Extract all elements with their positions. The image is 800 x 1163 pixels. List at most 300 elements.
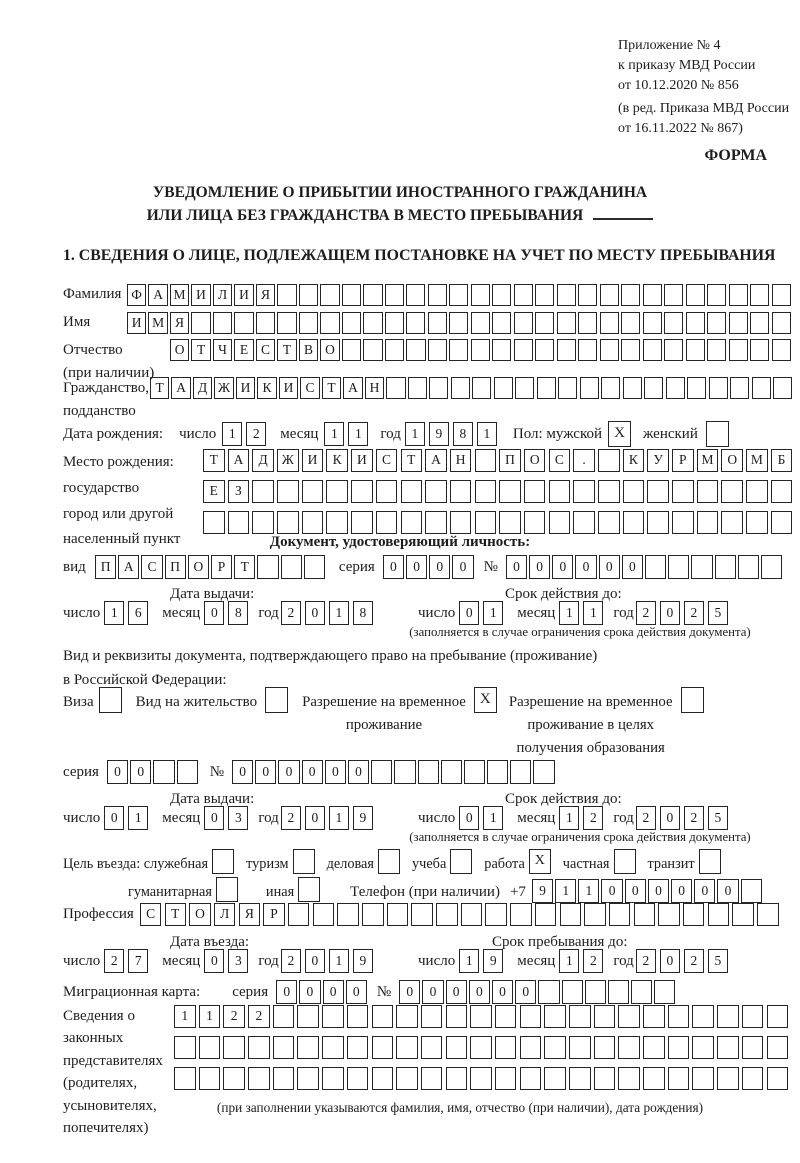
form-cell[interactable]: [614, 849, 636, 874]
form-cell[interactable]: [213, 312, 232, 334]
form-cell[interactable]: [569, 1067, 591, 1090]
form-cell[interactable]: [174, 1067, 196, 1090]
form-cell[interactable]: [645, 555, 666, 579]
form-cell[interactable]: [594, 1005, 616, 1028]
form-cell[interactable]: [772, 339, 791, 361]
form-cell[interactable]: [495, 1036, 517, 1059]
form-cell[interactable]: [297, 1005, 319, 1028]
form-cell[interactable]: [347, 1067, 369, 1090]
form-cell[interactable]: X: [529, 849, 551, 874]
form-cell[interactable]: [376, 480, 398, 503]
form-cell[interactable]: 5: [708, 949, 728, 973]
form-cell[interactable]: [600, 312, 619, 334]
form-cell[interactable]: [396, 1067, 418, 1090]
form-cell[interactable]: [691, 555, 712, 579]
form-cell[interactable]: [717, 1036, 739, 1059]
form-cell[interactable]: Р: [263, 903, 285, 926]
form-cell[interactable]: [428, 312, 447, 334]
form-cell[interactable]: [363, 312, 382, 334]
form-cell[interactable]: [520, 1036, 542, 1059]
form-cell[interactable]: [618, 1005, 640, 1028]
form-cell[interactable]: Т: [401, 449, 423, 472]
form-cell[interactable]: Ж: [214, 377, 233, 399]
form-cell[interactable]: Е: [203, 480, 225, 503]
form-cell[interactable]: [623, 480, 645, 503]
form-cell[interactable]: [212, 849, 234, 874]
form-cell[interactable]: [767, 1005, 789, 1028]
form-cell[interactable]: [494, 377, 513, 399]
form-cell[interactable]: В: [299, 339, 318, 361]
form-cell[interactable]: [385, 312, 404, 334]
form-cell[interactable]: 1: [559, 806, 579, 830]
form-cell[interactable]: [495, 1005, 517, 1028]
form-cell[interactable]: 1: [477, 422, 497, 446]
form-cell[interactable]: 2: [281, 949, 301, 973]
form-cell[interactable]: [451, 377, 470, 399]
form-cell[interactable]: 0: [452, 555, 473, 579]
form-cell[interactable]: 1: [555, 879, 576, 903]
form-cell[interactable]: 2: [223, 1005, 245, 1028]
form-cell[interactable]: [524, 511, 546, 534]
form-cell[interactable]: А: [148, 284, 167, 306]
form-cell[interactable]: [450, 480, 472, 503]
form-cell[interactable]: 1: [483, 806, 503, 830]
form-cell[interactable]: [277, 284, 296, 306]
form-cell[interactable]: 0: [305, 806, 325, 830]
form-cell[interactable]: 1: [329, 806, 349, 830]
form-cell[interactable]: 0: [625, 879, 646, 903]
form-cell[interactable]: [514, 339, 533, 361]
form-cell[interactable]: [578, 312, 597, 334]
form-cell[interactable]: Е: [234, 339, 253, 361]
form-cell[interactable]: [569, 1036, 591, 1059]
form-cell[interactable]: 1: [329, 601, 349, 625]
form-cell[interactable]: 1: [583, 601, 603, 625]
form-cell[interactable]: [273, 1005, 295, 1028]
form-cell[interactable]: 8: [353, 601, 373, 625]
form-cell[interactable]: М: [148, 312, 167, 334]
form-cell[interactable]: Т: [165, 903, 187, 926]
form-cell[interactable]: [692, 1067, 714, 1090]
form-cell[interactable]: .: [573, 449, 595, 472]
form-cell[interactable]: 0: [506, 555, 527, 579]
form-cell[interactable]: [470, 1036, 492, 1059]
form-cell[interactable]: [560, 903, 582, 926]
form-cell[interactable]: 5: [708, 601, 728, 625]
form-cell[interactable]: 0: [429, 555, 450, 579]
form-cell[interactable]: [446, 1005, 468, 1028]
form-cell[interactable]: [425, 480, 447, 503]
form-cell[interactable]: [771, 511, 793, 534]
form-cell[interactable]: [520, 1067, 542, 1090]
form-cell[interactable]: 0: [492, 980, 513, 1004]
form-cell[interactable]: [273, 1067, 295, 1090]
form-cell[interactable]: 0: [104, 806, 124, 830]
form-cell[interactable]: Д: [193, 377, 212, 399]
form-cell[interactable]: [450, 511, 472, 534]
form-cell[interactable]: [767, 1036, 789, 1059]
form-cell[interactable]: [351, 511, 373, 534]
form-cell[interactable]: [618, 1067, 640, 1090]
form-cell[interactable]: 0: [671, 879, 692, 903]
form-cell[interactable]: [771, 480, 793, 503]
form-cell[interactable]: 0: [107, 760, 128, 784]
form-cell[interactable]: 2: [684, 806, 704, 830]
form-cell[interactable]: [557, 339, 576, 361]
form-cell[interactable]: Ч: [213, 339, 232, 361]
form-cell[interactable]: [326, 480, 348, 503]
form-cell[interactable]: А: [343, 377, 362, 399]
form-cell[interactable]: [492, 312, 511, 334]
form-cell[interactable]: [223, 1036, 245, 1059]
form-cell[interactable]: [342, 284, 361, 306]
form-cell[interactable]: [686, 312, 705, 334]
form-cell[interactable]: [643, 1067, 665, 1090]
form-cell[interactable]: [499, 480, 521, 503]
form-cell[interactable]: Ф: [127, 284, 146, 306]
form-cell[interactable]: [623, 377, 642, 399]
form-cell[interactable]: [533, 760, 554, 784]
form-cell[interactable]: М: [746, 449, 768, 472]
form-cell[interactable]: Т: [150, 377, 169, 399]
form-cell[interactable]: [681, 687, 704, 713]
form-cell[interactable]: [738, 555, 759, 579]
form-cell[interactable]: [600, 339, 619, 361]
form-cell[interactable]: [761, 555, 782, 579]
form-cell[interactable]: [252, 480, 274, 503]
form-cell[interactable]: [449, 339, 468, 361]
form-cell[interactable]: Т: [277, 339, 296, 361]
form-cell[interactable]: [337, 903, 359, 926]
form-cell[interactable]: 9: [353, 806, 373, 830]
form-cell[interactable]: О: [189, 903, 211, 926]
form-cell[interactable]: [772, 284, 791, 306]
form-cell[interactable]: [177, 760, 198, 784]
form-cell[interactable]: Н: [450, 449, 472, 472]
form-cell[interactable]: [594, 1067, 616, 1090]
form-cell[interactable]: С: [300, 377, 319, 399]
form-cell[interactable]: 2: [104, 949, 124, 973]
form-cell[interactable]: [429, 377, 448, 399]
form-cell[interactable]: Д: [252, 449, 274, 472]
form-cell[interactable]: [408, 377, 427, 399]
form-cell[interactable]: [436, 903, 458, 926]
form-cell[interactable]: 0: [575, 555, 596, 579]
form-cell[interactable]: 2: [636, 601, 656, 625]
form-cell[interactable]: 0: [305, 949, 325, 973]
form-cell[interactable]: [492, 284, 511, 306]
form-cell[interactable]: 0: [660, 806, 680, 830]
form-cell[interactable]: 0: [348, 760, 369, 784]
form-cell[interactable]: [385, 339, 404, 361]
form-cell[interactable]: [396, 1036, 418, 1059]
form-cell[interactable]: М: [697, 449, 719, 472]
form-cell[interactable]: И: [127, 312, 146, 334]
form-cell[interactable]: [706, 421, 729, 447]
form-cell[interactable]: И: [351, 449, 373, 472]
form-cell[interactable]: X: [608, 421, 631, 447]
form-cell[interactable]: [569, 1005, 591, 1028]
form-cell[interactable]: [449, 312, 468, 334]
form-cell[interactable]: 2: [248, 1005, 270, 1028]
form-cell[interactable]: [385, 284, 404, 306]
form-cell[interactable]: Ж: [277, 449, 299, 472]
form-cell[interactable]: [298, 877, 320, 902]
form-cell[interactable]: [697, 480, 719, 503]
form-cell[interactable]: [729, 339, 748, 361]
form-cell[interactable]: [730, 377, 749, 399]
form-cell[interactable]: Л: [214, 903, 236, 926]
form-cell[interactable]: [515, 377, 534, 399]
form-cell[interactable]: [631, 980, 652, 1004]
form-cell[interactable]: 0: [469, 980, 490, 1004]
form-cell[interactable]: 9: [532, 879, 553, 903]
form-cell[interactable]: [174, 1036, 196, 1059]
form-cell[interactable]: X: [474, 687, 497, 713]
form-cell[interactable]: 3: [228, 949, 248, 973]
form-cell[interactable]: [387, 903, 409, 926]
form-cell[interactable]: [492, 339, 511, 361]
form-cell[interactable]: [471, 284, 490, 306]
form-cell[interactable]: [544, 1067, 566, 1090]
form-cell[interactable]: [757, 903, 779, 926]
form-cell[interactable]: 9: [483, 949, 503, 973]
form-cell[interactable]: С: [549, 449, 571, 472]
form-cell[interactable]: [475, 511, 497, 534]
form-cell[interactable]: 0: [694, 879, 715, 903]
form-cell[interactable]: [601, 377, 620, 399]
form-cell[interactable]: [293, 849, 315, 874]
form-cell[interactable]: [396, 1005, 418, 1028]
form-cell[interactable]: 0: [299, 980, 320, 1004]
form-cell[interactable]: И: [236, 377, 255, 399]
form-cell[interactable]: 0: [305, 601, 325, 625]
form-cell[interactable]: 2: [583, 949, 603, 973]
form-cell[interactable]: [256, 312, 275, 334]
form-cell[interactable]: [313, 903, 335, 926]
form-cell[interactable]: [372, 1067, 394, 1090]
form-cell[interactable]: 1: [128, 806, 148, 830]
form-cell[interactable]: [729, 284, 748, 306]
form-cell[interactable]: [609, 903, 631, 926]
form-cell[interactable]: [461, 903, 483, 926]
form-cell[interactable]: [707, 339, 726, 361]
form-cell[interactable]: [363, 284, 382, 306]
form-cell[interactable]: [248, 1036, 270, 1059]
form-cell[interactable]: К: [257, 377, 276, 399]
form-cell[interactable]: [302, 480, 324, 503]
form-cell[interactable]: [643, 1036, 665, 1059]
form-cell[interactable]: [573, 480, 595, 503]
form-cell[interactable]: О: [320, 339, 339, 361]
form-cell[interactable]: [499, 511, 521, 534]
form-cell[interactable]: [320, 284, 339, 306]
form-cell[interactable]: 5: [708, 806, 728, 830]
form-cell[interactable]: [441, 760, 462, 784]
form-cell[interactable]: [549, 511, 571, 534]
form-cell[interactable]: Л: [213, 284, 232, 306]
form-cell[interactable]: [666, 377, 685, 399]
form-cell[interactable]: [449, 284, 468, 306]
form-cell[interactable]: [647, 511, 669, 534]
form-cell[interactable]: [686, 339, 705, 361]
form-cell[interactable]: [223, 1067, 245, 1090]
form-cell[interactable]: [721, 480, 743, 503]
form-cell[interactable]: [664, 284, 683, 306]
form-cell[interactable]: [472, 377, 491, 399]
form-cell[interactable]: 0: [648, 879, 669, 903]
form-cell[interactable]: 6: [128, 601, 148, 625]
form-cell[interactable]: [351, 480, 373, 503]
form-cell[interactable]: [729, 312, 748, 334]
form-cell[interactable]: [573, 511, 595, 534]
form-cell[interactable]: П: [95, 555, 116, 579]
form-cell[interactable]: [767, 1067, 789, 1090]
form-cell[interactable]: 0: [622, 555, 643, 579]
form-cell[interactable]: А: [171, 377, 190, 399]
form-cell[interactable]: [99, 687, 122, 713]
form-cell[interactable]: [347, 1036, 369, 1059]
form-cell[interactable]: 9: [353, 949, 373, 973]
form-cell[interactable]: [342, 312, 361, 334]
form-cell[interactable]: Я: [170, 312, 189, 334]
form-cell[interactable]: 2: [636, 949, 656, 973]
form-cell[interactable]: [721, 511, 743, 534]
form-cell[interactable]: [750, 339, 769, 361]
form-cell[interactable]: [707, 284, 726, 306]
form-cell[interactable]: [372, 1036, 394, 1059]
form-cell[interactable]: [411, 903, 433, 926]
form-cell[interactable]: Т: [191, 339, 210, 361]
form-cell[interactable]: [464, 760, 485, 784]
form-cell[interactable]: И: [279, 377, 298, 399]
form-cell[interactable]: [322, 1036, 344, 1059]
form-cell[interactable]: [401, 511, 423, 534]
form-cell[interactable]: [446, 1036, 468, 1059]
form-cell[interactable]: О: [524, 449, 546, 472]
form-cell[interactable]: 2: [636, 806, 656, 830]
form-cell[interactable]: О: [170, 339, 189, 361]
form-cell[interactable]: [446, 1067, 468, 1090]
form-cell[interactable]: 0: [399, 980, 420, 1004]
form-cell[interactable]: 9: [429, 422, 449, 446]
form-cell[interactable]: [322, 1067, 344, 1090]
form-cell[interactable]: [288, 903, 310, 926]
form-cell[interactable]: 2: [684, 601, 704, 625]
form-cell[interactable]: [672, 511, 694, 534]
form-cell[interactable]: [668, 1005, 690, 1028]
form-cell[interactable]: [302, 511, 324, 534]
form-cell[interactable]: [524, 480, 546, 503]
form-cell[interactable]: Т: [322, 377, 341, 399]
form-cell[interactable]: [557, 284, 576, 306]
form-cell[interactable]: [535, 339, 554, 361]
form-cell[interactable]: [203, 511, 225, 534]
form-cell[interactable]: 0: [323, 980, 344, 1004]
form-cell[interactable]: [697, 511, 719, 534]
form-cell[interactable]: [742, 1067, 764, 1090]
form-cell[interactable]: [347, 1005, 369, 1028]
form-cell[interactable]: 0: [255, 760, 276, 784]
form-cell[interactable]: [248, 1067, 270, 1090]
form-cell[interactable]: [594, 1036, 616, 1059]
form-cell[interactable]: [535, 312, 554, 334]
form-cell[interactable]: И: [234, 284, 253, 306]
form-cell[interactable]: 0: [204, 949, 224, 973]
form-cell[interactable]: [750, 284, 769, 306]
form-cell[interactable]: [742, 1036, 764, 1059]
form-cell[interactable]: 1: [174, 1005, 196, 1028]
form-cell[interactable]: [421, 1005, 443, 1028]
form-cell[interactable]: [470, 1005, 492, 1028]
form-cell[interactable]: О: [188, 555, 209, 579]
form-cell[interactable]: [668, 1036, 690, 1059]
form-cell[interactable]: [668, 1067, 690, 1090]
form-cell[interactable]: [386, 377, 405, 399]
form-cell[interactable]: [746, 511, 768, 534]
form-cell[interactable]: [584, 903, 606, 926]
form-cell[interactable]: [535, 284, 554, 306]
form-cell[interactable]: [621, 312, 640, 334]
form-cell[interactable]: 1: [559, 601, 579, 625]
form-cell[interactable]: А: [118, 555, 139, 579]
form-cell[interactable]: 0: [204, 806, 224, 830]
form-cell[interactable]: Т: [203, 449, 225, 472]
form-cell[interactable]: [487, 760, 508, 784]
form-cell[interactable]: 0: [130, 760, 151, 784]
form-cell[interactable]: 0: [276, 980, 297, 1004]
form-cell[interactable]: [644, 377, 663, 399]
form-cell[interactable]: А: [228, 449, 250, 472]
form-cell[interactable]: [732, 903, 754, 926]
form-cell[interactable]: 0: [446, 980, 467, 1004]
form-cell[interactable]: Я: [256, 284, 275, 306]
form-cell[interactable]: [425, 511, 447, 534]
form-cell[interactable]: [538, 980, 559, 1004]
form-cell[interactable]: 0: [660, 949, 680, 973]
form-cell[interactable]: [750, 312, 769, 334]
form-cell[interactable]: [621, 339, 640, 361]
form-cell[interactable]: 0: [383, 555, 404, 579]
form-cell[interactable]: 0: [459, 601, 479, 625]
form-cell[interactable]: [450, 849, 472, 874]
form-cell[interactable]: 8: [228, 601, 248, 625]
form-cell[interactable]: [421, 1067, 443, 1090]
form-cell[interactable]: [234, 312, 253, 334]
form-cell[interactable]: [741, 879, 762, 903]
form-cell[interactable]: [273, 1036, 295, 1059]
form-cell[interactable]: 0: [325, 760, 346, 784]
form-cell[interactable]: [297, 1036, 319, 1059]
form-cell[interactable]: Р: [672, 449, 694, 472]
form-cell[interactable]: [299, 284, 318, 306]
form-cell[interactable]: 0: [204, 601, 224, 625]
form-cell[interactable]: [772, 312, 791, 334]
form-cell[interactable]: 1: [199, 1005, 221, 1028]
form-cell[interactable]: Н: [365, 377, 384, 399]
form-cell[interactable]: [362, 903, 384, 926]
form-cell[interactable]: [643, 312, 662, 334]
form-cell[interactable]: [600, 284, 619, 306]
form-cell[interactable]: [692, 1005, 714, 1028]
form-cell[interactable]: [428, 339, 447, 361]
form-cell[interactable]: 1: [459, 949, 479, 973]
form-cell[interactable]: [562, 980, 583, 1004]
form-cell[interactable]: [297, 1067, 319, 1090]
form-cell[interactable]: [746, 480, 768, 503]
form-cell[interactable]: К: [623, 449, 645, 472]
form-cell[interactable]: 1: [104, 601, 124, 625]
